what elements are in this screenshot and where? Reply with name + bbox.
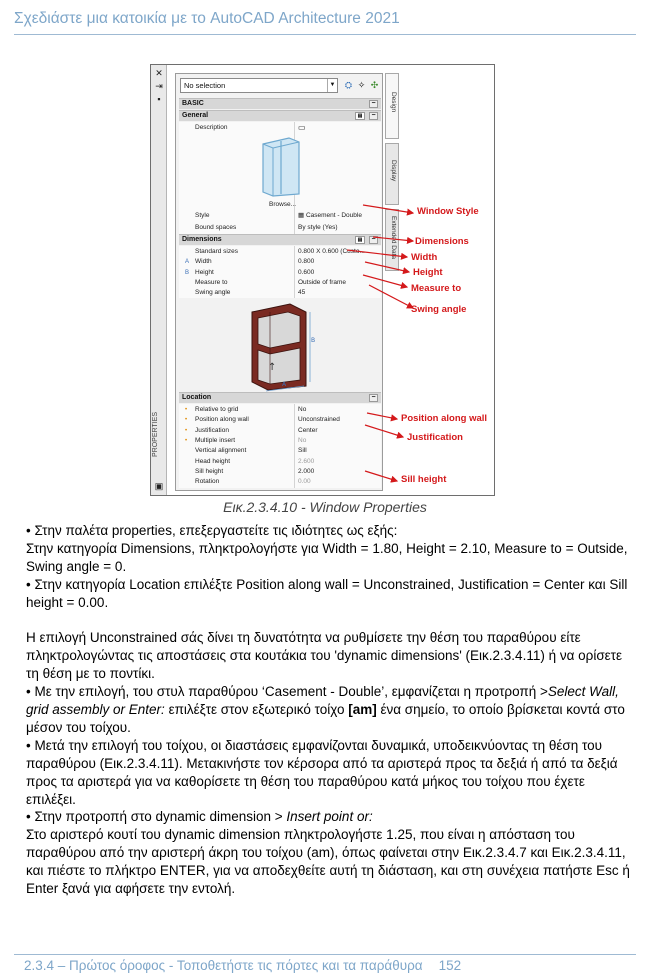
prop-name: Head height — [195, 457, 231, 465]
figure-caption: Εικ.2.3.4.10 - Window Properties — [223, 499, 427, 515]
paragraph-8: Στο αριστερό κουτί του dynamic dimension πληκτρολογήστε 1.25, που είναι η απόσταση του παραθύρου από την αριστερή άκρη του τοίχου (am), όπως φαίνεται στην Εικ.2.3.4.7 και Εικ.2.3.4.11, και πιέστε το πλήκτρο ENTER, για να αποδεχθείτε αυτή τη διάσταση, και στη συνέχεια πατήστε Esc ή Enter ξανά για αφήσετε την εντολή. — [26, 827, 630, 897]
annotation-justification: Justification — [407, 432, 463, 443]
paragraph-3: • Στην κατηγορία Location επιλέξτε Position along wall = Unconstrained, Justification = Center και Sill height = 0.00. — [26, 576, 628, 610]
row-marker: • — [185, 437, 188, 444]
prop-value: 0.600 — [298, 268, 315, 276]
p5-prompt: Select Wall, grid assembly or Enter: — [26, 684, 619, 718]
header-divider — [14, 34, 636, 35]
dimension-row[interactable] — [182, 268, 384, 278]
section-general[interactable] — [179, 110, 381, 121]
section-location-label: Location — [182, 394, 212, 401]
annotation-measure-to: Measure to — [411, 283, 462, 294]
prop-value: By style (Yes) — [298, 224, 338, 231]
collapse-icon[interactable]: − — [369, 236, 378, 244]
section-general-label: General — [182, 112, 209, 119]
dimension-row[interactable] — [182, 278, 384, 288]
p5-part-c: επιλέξτε στον εξωτερικό τοίχο — [164, 702, 349, 718]
prop-value: 2.000 — [298, 467, 315, 475]
tab-extended-data[interactable] — [385, 209, 399, 271]
tab-display-label: Display — [390, 160, 397, 182]
paragraph-2: Στην κατηγορία Dimensions, πληκτρολογήστε για Width = 1.80, Height = 2.10, Measure to = Outside, Swing angle = 0. — [26, 540, 628, 574]
svg-text:↑: ↑ — [268, 362, 277, 373]
p7-prompt: Insert point or: — [286, 809, 373, 825]
palette-menu-icon[interactable]: ▪ — [157, 94, 161, 104]
prop-name: Rotation — [195, 478, 220, 486]
tab-design[interactable] — [385, 73, 399, 139]
dimension-row[interactable] — [182, 247, 384, 257]
body-text — [26, 522, 638, 898]
location-row[interactable] — [182, 405, 384, 415]
prop-name: Position along wall — [195, 416, 249, 424]
prop-name: Multiple insert — [195, 436, 236, 444]
prop-name: Bound spaces — [195, 224, 237, 231]
p7-part-a: • Στην προτροπή στο dynamic dimension > — [26, 809, 287, 825]
location-row[interactable] — [182, 415, 384, 425]
p5-part-a: • Με την επιλογή, του στυλ παραθύρου ‘Casement - Double’, εμφανίζεται η προτροπή > — [26, 684, 548, 700]
general-rows — [179, 122, 381, 222]
annotation-window-style: Window Style — [417, 206, 479, 217]
section-dimensions-label: Dimensions — [182, 236, 222, 243]
annotation-dimensions: Dimensions — [415, 236, 469, 247]
section-basic[interactable] — [179, 98, 381, 109]
prop-value: Outside of frame — [298, 278, 347, 286]
prop-value: 0.800 X 0.600 (Custo... — [298, 248, 365, 255]
prop-value: 0.800 — [298, 258, 315, 266]
dimension-row[interactable] — [182, 257, 384, 267]
tab-design-label: Design — [390, 92, 397, 113]
location-row[interactable] — [182, 436, 384, 446]
style-value: Casement - Double — [305, 212, 362, 219]
window-dimension-preview-image — [246, 302, 316, 392]
location-row[interactable] — [182, 457, 384, 467]
annotation-height: Height — [413, 267, 443, 278]
prop-value: 45 — [298, 289, 306, 297]
row-marker: B — [185, 269, 190, 276]
select-objects-icon[interactable]: ✧ — [357, 80, 366, 90]
chevron-down-icon: ▼ — [327, 79, 337, 92]
dimension-row[interactable] — [182, 288, 384, 298]
prop-name: Width — [195, 258, 212, 266]
p5-part-e: ένα σημείο, το οποίο βρίσκεται κοντά στο μέσον του τοίχου. — [26, 702, 625, 735]
prop-name: Description — [195, 124, 228, 131]
collapse-icon[interactable]: − — [369, 100, 378, 108]
prop-value: 0.00 — [298, 478, 311, 486]
p5-wall-ref: [am] — [348, 702, 377, 718]
prop-name: Justification — [195, 426, 229, 434]
tab-display[interactable] — [385, 143, 399, 205]
autohide-icon[interactable]: ⇥ — [155, 81, 163, 91]
collapse-icon[interactable]: − — [369, 394, 378, 402]
browse-link[interactable] — [269, 200, 329, 210]
paragraph-6: • Μετά την επιλογή του τοίχου, οι διαστάσεις εμφανίζονται δυναμικά, υποδεικνύοντας τη θέση του παραθύρου (Εικ.2.3.4.11). Μετακινήστε τον κέρσορα από τα αριστερά προς τα δεξιά ή από τα δεξιά προς τα αριστερά για να καθορίσετε τη θέση του παραθύρου κατά μήκος του τοίχου που έχετε επιλέξει. — [26, 737, 618, 807]
location-row[interactable] — [182, 477, 384, 487]
paragraph-7 — [26, 808, 638, 826]
location-rows — [179, 404, 381, 488]
window-properties-figure — [150, 64, 495, 496]
prop-value: Sill — [298, 447, 307, 455]
annotation-sill-height: Sill height — [401, 474, 447, 485]
row-marker: • — [185, 417, 188, 424]
selection-value: No selection — [184, 81, 226, 90]
palette-title: PROPERTIES — [152, 412, 159, 457]
prop-value: ▦ Casement - Double — [298, 212, 362, 219]
prop-value: Center — [298, 426, 318, 434]
row-marker: A — [185, 259, 190, 266]
edit-description-icon[interactable]: ▭ — [298, 123, 306, 132]
prop-value: No — [298, 406, 307, 413]
general-rows-2 — [179, 222, 381, 234]
prop-row-description[interactable] — [182, 123, 384, 133]
collapse-icon[interactable]: − — [369, 112, 378, 120]
prop-name: Relative to grid — [195, 406, 239, 413]
section-basic-label: BASIC — [182, 100, 204, 107]
palette-toolbar — [180, 78, 380, 94]
page-footer — [24, 958, 461, 973]
dimensions-rows — [179, 246, 381, 298]
quick-select-icon[interactable]: ⛭ — [344, 80, 353, 90]
browse-label: Browse... — [269, 201, 297, 208]
prop-name: Sill height — [195, 467, 224, 475]
paragraph-1: • Στην παλέτα properties, επεξεργαστείτε τις ιδιότητες ως εξής: — [26, 523, 398, 538]
toggle-pickadd-icon[interactable]: ✣ — [370, 80, 379, 90]
row-marker: • — [185, 407, 188, 413]
svg-text:A: A — [282, 381, 287, 388]
prop-value: 2.600 — [298, 457, 315, 465]
prop-name: Height — [195, 268, 214, 276]
location-row[interactable] — [182, 426, 384, 436]
prop-name: Standard sizes — [195, 248, 238, 255]
blank-line — [26, 612, 638, 630]
section-dimensions[interactable] — [179, 234, 381, 245]
prop-value: Unconstrained — [298, 416, 340, 424]
window-style-preview-image — [259, 136, 303, 198]
prop-name: Measure to — [195, 278, 228, 286]
paragraph-5 — [26, 683, 638, 737]
palette-side-tabs — [385, 73, 399, 273]
page-number: 152 — [438, 958, 462, 973]
footer-section-title: 2.3.4 – Πρώτος όροφος - Τοποθετήστε τις πόρτες και τα παράθυρα — [24, 958, 423, 973]
paragraph-4: Η επιλογή Unconstrained σάς δίνει τη δυνατότητα να ρυθμίσετε την θέση του παραθύρου είτε πληκτρολογώντας τις αποστάσεις στα κουτάκια του 'dynamic dimensions' (Εικ.2.3.4.11) ή να ορίσετε τη θέση με το ποντίκι. — [26, 630, 623, 682]
page-header-title: Σχεδιάστε μια κατοικία με το AutoCAD Architecture 2021 — [14, 10, 400, 27]
style-editor-icon[interactable]: ▤ — [355, 112, 365, 120]
style-editor-icon[interactable]: ▤ — [355, 236, 365, 244]
prop-name: Style — [195, 212, 210, 219]
annotation-width: Width — [411, 252, 438, 263]
location-row[interactable] — [182, 446, 384, 456]
footer-divider — [14, 954, 636, 955]
prop-name: Vertical alignment — [195, 447, 247, 455]
prop-row-style[interactable] — [182, 211, 384, 221]
palette-settings-icon[interactable]: ▣ — [154, 481, 164, 491]
properties-palette — [175, 73, 383, 491]
row-marker: • — [185, 427, 188, 434]
svg-text:B: B — [311, 337, 316, 344]
tab-extended-label: Extended Data — [390, 216, 397, 260]
close-icon[interactable]: ✕ — [155, 68, 163, 78]
annotation-position-along-wall: Position along wall — [401, 413, 488, 424]
selection-dropdown[interactable] — [180, 78, 338, 93]
prop-value: No — [298, 436, 307, 444]
annotation-swing-angle: Swing angle — [411, 304, 467, 315]
prop-row-bound-spaces[interactable] — [182, 223, 384, 233]
section-location[interactable] — [179, 392, 381, 403]
palette-title-strip — [151, 65, 167, 495]
prop-name: Swing angle — [195, 289, 231, 297]
location-row[interactable] — [182, 467, 384, 477]
